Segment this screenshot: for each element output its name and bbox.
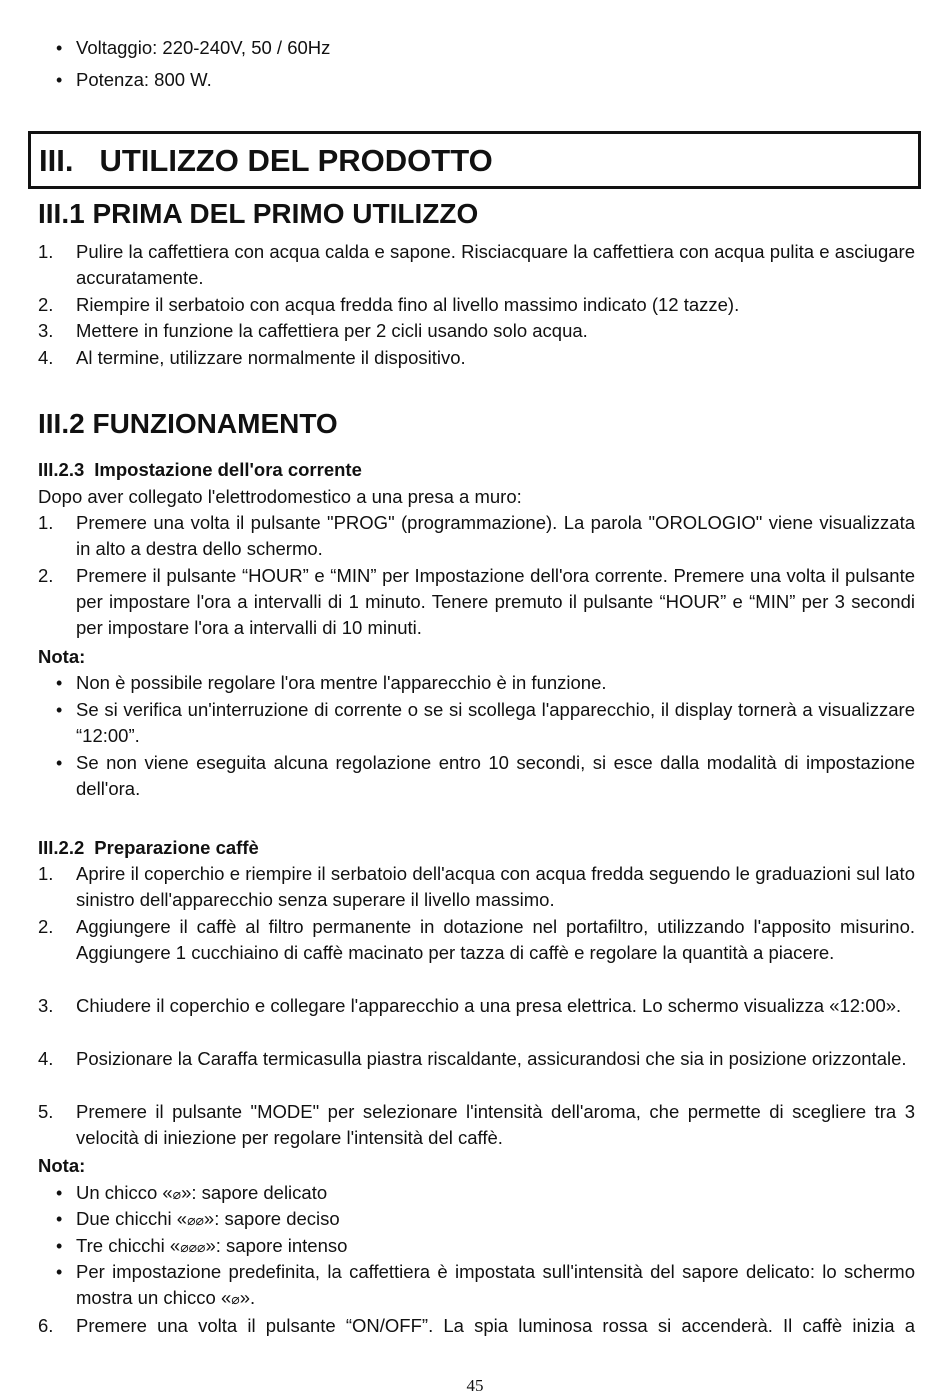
list-item: 1. Aprire il coperchio e riempire il serbatoio dell'acqua con acqua fredda seguendo le graduazioni sul lato sinistro dell'apparecchio senza superare il livello massimo.	[38, 863, 915, 910]
list-item: 4. Al termine, utilizzare normalmente il dispositivo.	[38, 347, 466, 368]
bullet: •	[56, 1262, 63, 1282]
heading-funzionamento: III.2 FUNZIONAMENTO	[38, 408, 338, 439]
bullet: •	[56, 70, 63, 90]
list-item: 5. Premere il pulsante "MODE" per selezionare l'intensità dell'aroma, che permette di scegliere tra 3 velocità di iniezione per regolare l'intensità del caffè.	[38, 1101, 915, 1148]
bullet: •	[56, 1183, 63, 1203]
coffee-bean-icon: ⌀⌀	[187, 1213, 204, 1229]
bullet: •	[56, 753, 63, 773]
list-item: 2. Aggiungere il caffè al filtro permanente in dotazione nel portafiltro, utilizzando l'apposito misurino. Aggiungere 1 cucchiaino di caffè macinato per tazza di caffè e regolare la quantità a piacere.	[38, 916, 915, 963]
note-item: • Due chicchi «⌀⌀»: sapore deciso	[38, 1206, 915, 1234]
note-item: • Se non viene eseguita alcuna regolazione entro 10 secondi, si esce dalla modalità di impostazione dell'ora.	[56, 752, 915, 799]
section-heading-box	[28, 131, 921, 189]
bullet: •	[56, 673, 63, 693]
bullet: •	[56, 700, 63, 720]
note-label: Nota:	[38, 1155, 86, 1176]
list-item: 3. Chiudere il coperchio e collegare l'apparecchio a una presa elettrica. Lo schermo visualizza «12:00».	[38, 995, 902, 1016]
note-item: • Non è possibile regolare l'ora mentre l'apparecchio è in funzione.	[38, 670, 915, 696]
list-item: 1. Premere una volta il pulsante "PROG" (programmazione). La parola "OROLOGIO" viene visualizzata in alto a destra dello schermo.	[38, 512, 915, 559]
subheading-impostazione-ora: III.2.3 Impostazione dell'ora corrente	[38, 459, 362, 480]
list-item: 2. Riempire il serbatoio con acqua fredda fino al livello massimo indicato (12 tazze).	[38, 294, 740, 315]
page-number: 45	[466, 1376, 484, 1395]
bullet: •	[56, 1209, 63, 1229]
subheading-preparazione-caffe: III.2.2 Preparazione caffè	[38, 837, 259, 858]
spec-item: • Voltaggio: 220-240V, 50 / 60Hz	[38, 35, 915, 61]
list-item: 1. Pulire la caffettiera con acqua calda e sapone. Risciacquare la caffettiera con acqua pulita e asciugare accuratamente.	[38, 241, 915, 288]
bullet: •	[56, 38, 63, 58]
list-item: 4. Posizionare la Caraffa termicasulla piastra riscaldante, assicurandosi che sia in posizione orizzontale.	[38, 1048, 907, 1069]
heading-prima-del-primo-utilizzo: III.1 PRIMA DEL PRIMO UTILIZZO	[38, 198, 479, 229]
note-label: Nota:	[38, 646, 86, 667]
spec-item: • Potenza: 800 W.	[38, 67, 915, 93]
list-item: 2. Premere il pulsante “HOUR” e “MIN” per Impostazione dell'ora corrente. Premere una volta il pulsante per impostare l'ora a intervalli di 1 minuto. Tenere premuto il pulsante “HOUR” e “MIN” per 3 secondi per impostare l'ora a intervalli di 10 minuti.	[38, 565, 915, 638]
section-title: III. UTILIZZO DEL PRODOTTO	[39, 143, 493, 178]
note-item: • Un chicco «⌀»: sapore delicato	[38, 1180, 915, 1208]
list-item: 6. Premere una volta il pulsante “ON/OFF”. La spia luminosa rossa si accenderà. Il caffè inizia a	[38, 1315, 915, 1336]
coffee-bean-icon: ⌀⌀⌀	[180, 1240, 206, 1256]
note-item: • Per impostazione predefinita, la caffettiera è impostata sull'intensità del sapore delicato: lo schermo mostra un chicco «⌀».	[38, 1259, 915, 1313]
coffee-bean-icon: ⌀	[231, 1292, 240, 1308]
bullet: •	[56, 1236, 63, 1256]
list-item: 3. Mettere in funzione la caffettiera per 2 cicli usando solo acqua.	[38, 320, 588, 341]
note-item: • Se si verifica un'interruzione di corrente o se si scollega l'apparecchio, il display tornerà a visualizzare “12:00”.	[56, 699, 915, 746]
coffee-bean-icon: ⌀	[172, 1187, 182, 1203]
intro-text: Dopo aver collegato l'elettrodomestico a una presa a muro:	[38, 486, 522, 507]
note-item: • Tre chicchi «⌀⌀⌀»: sapore intenso	[38, 1233, 915, 1261]
